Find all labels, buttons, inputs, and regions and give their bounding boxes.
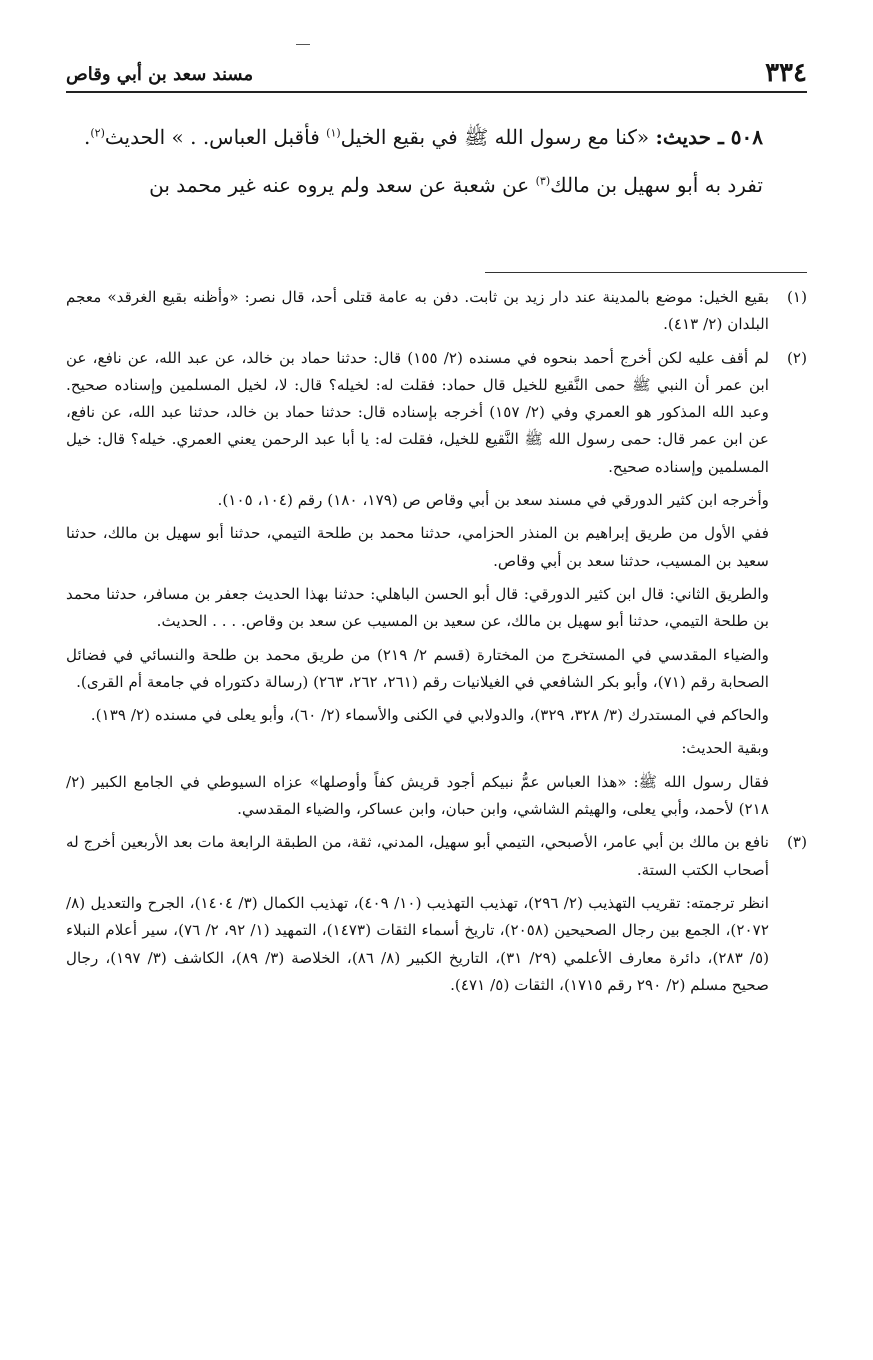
footnote-ref-2: (٢) xyxy=(90,126,105,140)
comment-text-a: تفرد به أبو سهيل بن مالك xyxy=(550,173,763,197)
footnote-paragraph: والضياء المقدسي في المستخرج من المختارة (قسم ٢/ ٢١٩) من طريق محمد بن طلحة والنسائي في فضائل الصحابة رقم (٧١)، وأبو بكر الشافعي في الغيلانيات رقم (٢٦١، ٢٦٢، ٢٦٣) (رسالة دكتوراه في جامعة أم القرى). xyxy=(66,645,769,691)
hadith-text-b: فأقبل العباس. . » الحديث xyxy=(104,125,327,149)
footnote-paragraph: لم أقف عليه لكن أخرج أحمد بنحوه في مسنده (٢/ ١٥٥) قال: حدثنا حماد بن خالد، عن عبد الله، عن نافع، عن ابن عمر أن النبي ﷺ حمى النَّقيع للخيل قال حماد: فقلت له: لخيله؟ قال: لا، لخيل المسلمين وإسناده صحيح. وعبد الله المذكور هو العمري وفي (٢/ ١٥٧) أخرجه بإسناده قال: حدثنا حماد بن خالد، حدثنا عبد الله، عن نافع، عن ابن عمر قال: حمى رسول الله ﷺ النَّقيع للخيل، فقلت له: يا أبا عبد الرحمن يعني العمري. خيله؟ قال: خيل المسلمين وإسناده صحيح. xyxy=(66,348,769,476)
footnote-number: (٣) xyxy=(786,833,807,852)
footnote-paragraph: بقيع الخيل: موضع بالمدينة عند دار زيد بن ثابت. دفن به عامة قتلى أحد، قال نصر: «وأظنه بقيع الغرقد» معجم البلدان (٢/ ٤١٣). xyxy=(66,288,769,334)
footnotes xyxy=(66,284,807,1005)
main-text xyxy=(66,118,807,204)
hadith-text-c: . xyxy=(84,125,91,149)
footnote-divider xyxy=(485,272,807,273)
footnote-2 xyxy=(66,345,807,824)
footnote-paragraph: فقال رسول الله ﷺ: «هذا العباس عمُّ نبيكم أجود قريش كفاً وأوصلها» عزاه السيوطي في الجامع الكبير (٢/ ٢١٨) لأحمد، وأبي يعلى، والهيثم الشاشي، وابن حبان، وابن عساكر، والضياء المقدسي. xyxy=(66,772,769,819)
footnote-paragraph: ففي الأول من طريق إبراهيم بن المنذر الحزامي، حدثنا محمد بن طلحة التيمي، حدثنا أبو سهيل بن مالك، حدثنا سعيد بن المسيب، حدثنا سعد بن أبي وقاص. xyxy=(66,524,769,570)
footnote-number: (١) xyxy=(786,288,807,306)
footnote-paragraph: والحاكم في المستدرك (٣/ ٣٢٨، ٣٢٩)، والدولابي في الكنى والأسماء (٢/ ٦٠)، وأبو يعلى في مسنده (٢/ ١٣٩). xyxy=(90,706,769,725)
footnote-paragraph: وأخرجه ابن كثير الدورقي في مسند سعد بن أبي وقاص ص (١٧٩، ١٨٠) رقم (١٠٤، ١٠٥). xyxy=(217,491,769,510)
footnote-ref-1: (١) xyxy=(326,126,341,140)
footnote-paragraph: انظر ترجمته: تقريب التهذيب (٢/ ٢٩٦)، تهذيب التهذيب (١٠/ ٤٠٩)، تهذيب الكمال (٣/ ١٤٠٤)، الجرح والتعديل (٨/ ٢٠٧٢)، الجمع بين رجال الصحيحين (٢٠٥٨)، تاريخ أسماء الثقات (١٤٧٣)، التمهيد (١/ ٩٢، ٢/ ٧٦)، سير أعلام النبلاء (٥/ ٢٨٣)، دائرة معارف الأعلمي (٢٩/ ٣١)، التاريخ الكبير (٨/ ٨٦)، الخلاصة (٣/ ٨٩)، الكاشف (٣/ ١٩٧)، رجال صحيح مسلم (٢/ ٢٩٠ رقم ١٧١٥)، الثقات (٥/ ٤٧١). xyxy=(66,893,770,994)
footnote-paragraph: والطريق الثاني: قال ابن كثير الدورقي: قال أبو الحسن الباهلي: حدثنا بهذا الحديث جعفر بن مسافر، حدثنا محمد بن طلحة التيمي، حدثنا أبو سهيل بن مالك، عن سعيد بن المسيب عن سعد بن وقاص. . . . الحديث. xyxy=(66,584,769,631)
hadith-number: ٥٠٨ ـ حديث: xyxy=(655,125,763,149)
footnote-3 xyxy=(66,829,807,999)
page-number: ٣٣٤ xyxy=(765,58,807,88)
comment-text-b: عن شعبة عن سعد ولم يروه عنه غير محمد بن xyxy=(149,173,536,197)
scan-mark xyxy=(296,44,310,45)
footnote-1 xyxy=(66,284,807,339)
hadith-text-a: «كنا مع رسول الله ﷺ في بقيع الخيل xyxy=(340,125,656,149)
footnote-paragraph: نافع بن مالك بن أبي عامر، الأصبحي، التيمي أبو سهيل، المدني، ثقة، من الطبقة الرابعة مات بعد الأربعين أخرج له أصحاب الكتب الستة. xyxy=(66,833,769,879)
hadith-comment xyxy=(66,166,807,204)
footnote-paragraph: وبقية الحديث: xyxy=(681,739,769,758)
footnote-ref-3: (٣) xyxy=(535,174,551,188)
page-header xyxy=(66,55,807,93)
hadith-508 xyxy=(66,118,807,156)
footnote-number: (٢) xyxy=(786,348,807,367)
running-title: مسند سعد بن أبي وقاص xyxy=(66,64,254,85)
